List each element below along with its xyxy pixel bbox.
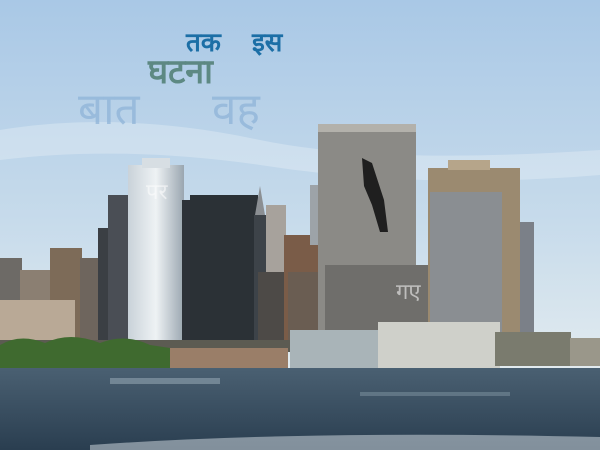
building bbox=[570, 338, 600, 366]
building bbox=[495, 332, 571, 366]
building bbox=[430, 192, 502, 337]
overlay-word-6: पर bbox=[146, 180, 168, 205]
water-glare bbox=[360, 392, 510, 396]
building bbox=[266, 205, 286, 275]
building bbox=[190, 195, 258, 350]
overlay-word-2: इस bbox=[252, 28, 283, 58]
overlay-word-3: घटना bbox=[148, 52, 213, 92]
building bbox=[108, 195, 130, 345]
building bbox=[290, 330, 382, 368]
overlay-word-5: वह bbox=[212, 84, 260, 135]
overlay-word-4: बात bbox=[78, 84, 140, 135]
building bbox=[378, 322, 500, 368]
water-glare bbox=[110, 378, 220, 384]
building bbox=[170, 348, 288, 368]
building bbox=[142, 158, 170, 168]
building bbox=[448, 160, 490, 170]
building bbox=[318, 124, 416, 132]
overlay-word-7: गए bbox=[396, 280, 421, 305]
building bbox=[520, 222, 534, 334]
overlay-word-1: तक bbox=[186, 28, 221, 58]
